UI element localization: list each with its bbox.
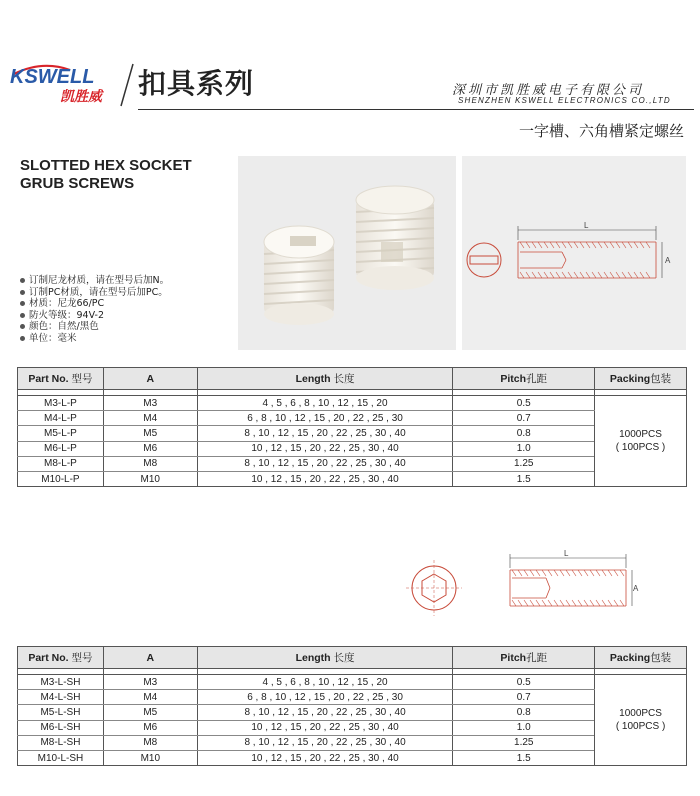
cell-part: M8-L-SH [18, 735, 104, 750]
spec-item: 订制PC材质，请在型号后加PC。 [20, 287, 169, 299]
cell-pitch: 0.8 [453, 705, 595, 720]
table-row [18, 396, 687, 411]
product-title-line2: GRUB SCREWS [20, 175, 135, 192]
cell-pitch: 0.5 [453, 396, 595, 411]
cell-pitch: 1.0 [453, 441, 595, 456]
cell-a: M4 [103, 690, 197, 705]
cell-a: M8 [103, 456, 197, 471]
product-photo [238, 156, 456, 350]
spec-item: 防火等级：94V-2 [20, 310, 169, 322]
col-header-part-no: Part No. 型号 [18, 647, 104, 669]
drawing2-length-label: L [564, 549, 569, 558]
grub-screw-photo-icon [238, 156, 456, 350]
table-header-row [18, 368, 687, 390]
col-header-packing: Packing包装 [595, 368, 687, 390]
drawing2-diameter-label: A [633, 584, 639, 593]
cell-a: M4 [103, 411, 197, 426]
cell-length: 4 , 5 , 6 , 8 , 10 , 12 , 15 , 20 [197, 396, 453, 411]
packing-line1: 1000PCS [619, 708, 662, 720]
col-header-pitch: Pitch孔距 [453, 368, 595, 390]
col-header-a: A [103, 647, 197, 669]
slotted-drawing-icon [462, 156, 686, 350]
drawing1-length-label: L [584, 221, 589, 230]
cell-part: M5-L-P [18, 426, 104, 441]
cell-a: M10 [103, 471, 197, 486]
cell-length: 8 , 10 , 12 , 15 , 20 , 22 , 25 , 30 , 40 [197, 705, 453, 720]
cell-pitch: 0.5 [453, 675, 595, 690]
cell-part: M4-L-SH [18, 690, 104, 705]
col-header-packing: Packing包装 [595, 647, 687, 669]
cell-pitch: 0.7 [453, 690, 595, 705]
cell-a: M8 [103, 735, 197, 750]
col-header-part-no: Part No. 型号 [18, 368, 104, 390]
cell-pitch: 1.5 [453, 471, 595, 486]
cell-part: M3-L-P [18, 396, 104, 411]
cell-length: 4 , 5 , 6 , 8 , 10 , 12 , 15 , 20 [197, 675, 453, 690]
cell-packing [595, 396, 687, 487]
product-title [20, 157, 192, 193]
cell-pitch: 1.25 [453, 456, 595, 471]
table-row [18, 720, 687, 735]
cell-part: M5-L-SH [18, 705, 104, 720]
cell-a: M6 [103, 441, 197, 456]
hex-socket-screws-table [17, 646, 687, 766]
cell-length: 8 , 10 , 12 , 15 , 20 , 22 , 25 , 30 , 40 [197, 735, 453, 750]
cell-a: M5 [103, 705, 197, 720]
slotted-screw-drawing [462, 156, 686, 350]
col-header-pitch: Pitch孔距 [453, 647, 595, 669]
logo-text-en: KSWELL [10, 66, 95, 88]
spec-item: 材质：尼龙66/PC [20, 298, 169, 310]
header-slash-icon [118, 62, 136, 108]
cell-part: M6-L-P [18, 441, 104, 456]
cell-a: M3 [103, 675, 197, 690]
packing-line2: ( 100PCS ) [615, 442, 666, 454]
cell-part: M3-L-SH [18, 675, 104, 690]
cell-pitch: 1.25 [453, 735, 595, 750]
table-row [18, 471, 687, 486]
cell-length: 10 , 12 , 15 , 20 , 22 , 25 , 30 , 40 [197, 471, 453, 486]
cell-pitch: 0.7 [453, 411, 595, 426]
company-name-en: SHENZHEN KSWELL ELECTRONICS CO.,LTD [458, 96, 671, 105]
table-row [18, 690, 687, 705]
company-name-cn: 深圳市凯胜威电子有限公司 [452, 83, 645, 98]
col-header-length: Length 长度 [197, 368, 453, 390]
cell-part: M10-L-P [18, 471, 104, 486]
cell-a: M3 [103, 396, 197, 411]
cell-a: M5 [103, 426, 197, 441]
category-subtitle: 一字槽、六角槽紧定螺丝 [518, 122, 684, 140]
cell-pitch: 0.8 [453, 426, 595, 441]
table-row [18, 456, 687, 471]
cell-length: 8 , 10 , 12 , 15 , 20 , 22 , 25 , 30 , 40 [197, 456, 453, 471]
spec-item: 单位：毫米 [20, 333, 169, 345]
hex-socket-screw-drawing [400, 548, 640, 626]
series-title: 扣具系列 [138, 67, 255, 100]
table-row [18, 411, 687, 426]
cell-length: 6 , 8 , 10 , 12 , 15 , 20 , 22 , 25 , 30 [197, 411, 453, 426]
cell-part: M6-L-SH [18, 720, 104, 735]
hex-socket-drawing-icon [400, 548, 640, 626]
slotted-screws-table [17, 367, 687, 487]
product-title-line1: SLOTTED HEX SOCKET [20, 157, 192, 174]
page-header [0, 0, 700, 140]
cell-part: M8-L-P [18, 456, 104, 471]
drawing1-diameter-label: A [665, 256, 671, 265]
cell-length: 10 , 12 , 15 , 20 , 22 , 25 , 30 , 40 [197, 750, 453, 765]
spec-item: 颜色：自然/黑色 [20, 321, 169, 333]
packing-line2: ( 100PCS ) [615, 721, 666, 733]
logo-text-cn: 凯胜威 [60, 89, 102, 105]
cell-a: M10 [103, 750, 197, 765]
col-header-a: A [103, 368, 197, 390]
cell-length: 6 , 8 , 10 , 12 , 15 , 20 , 22 , 25 , 30 [197, 690, 453, 705]
table-header-row [18, 647, 687, 669]
packing-line1: 1000PCS [619, 429, 662, 441]
table-row [18, 675, 687, 690]
table-row [18, 441, 687, 456]
cell-length: 10 , 12 , 15 , 20 , 22 , 25 , 30 , 40 [197, 441, 453, 456]
header-divider [138, 109, 694, 110]
spec-item: 订制尼龙材质，请在型号后加N。 [20, 275, 169, 287]
table-row [18, 705, 687, 720]
spec-list [20, 275, 169, 344]
cell-pitch: 1.0 [453, 720, 595, 735]
cell-packing [595, 675, 687, 766]
cell-part: M4-L-P [18, 411, 104, 426]
kswell-logo [10, 64, 120, 108]
table-row [18, 426, 687, 441]
cell-part: M10-L-SH [18, 750, 104, 765]
cell-length: 10 , 12 , 15 , 20 , 22 , 25 , 30 , 40 [197, 720, 453, 735]
table-row [18, 750, 687, 765]
cell-a: M6 [103, 720, 197, 735]
cell-pitch: 1.5 [453, 750, 595, 765]
col-header-length: Length 长度 [197, 647, 453, 669]
table-row [18, 735, 687, 750]
cell-length: 8 , 10 , 12 , 15 , 20 , 22 , 25 , 30 , 40 [197, 426, 453, 441]
